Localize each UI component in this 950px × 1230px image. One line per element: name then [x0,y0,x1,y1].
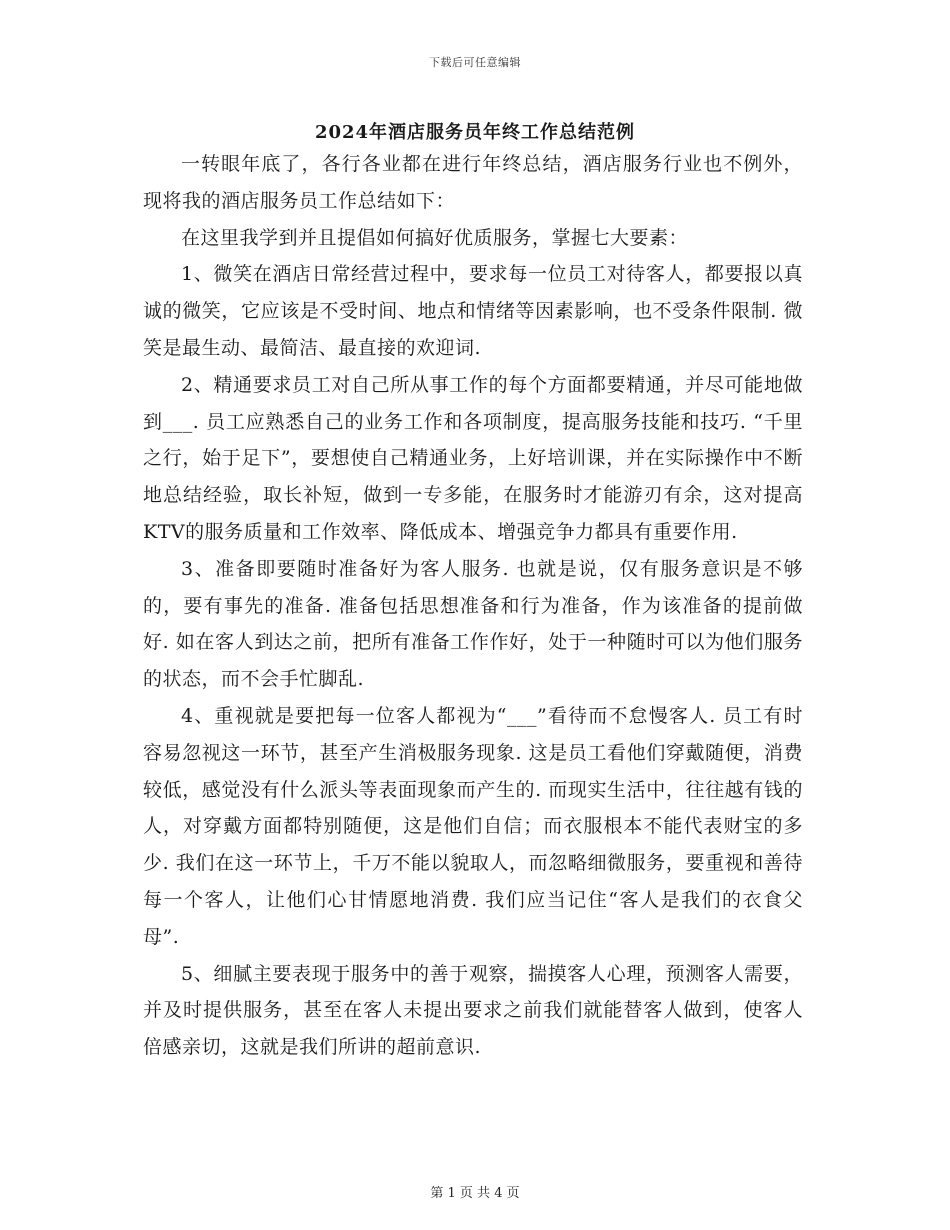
paragraph-proficiency: 2、精通要求员工对自己所从事工作的每个方面都要精通，并尽可能地做到___. 员工应熟悉自己的业务工作和各项制度，提高服务技能和技巧. “千里之行，始于足下”，要想使自己精通业务，上好培训课，并在实际操作中不断地总结经验，取长补短，做到一专多能，在服务时才能游刃有余，这对提高KTV的服务质量和工作效率、降低成本、增强竞争力都具有重要作用. [143,373,803,543]
paragraph-attentiveness: 5、细腻主要表现于服务中的善于观察，揣摸客人心理，预测客人需要，并及时提供服务，甚至在客人未提出要求之前我们就能替客人做到，使客人倍感亲切，这就是我们所讲的超前意识. [143,962,803,1059]
paragraph-preparation: 3、准备即要随时准备好为客人服务. 也就是说，仅有服务意识是不够的，要有事先的准备. 准备包括思想准备和行为准备，作为该准备的提前做好. 如在客人到达之前，把所有准备工作作好，处于一种随时可以为他们服务的状态，而不会手忙脚乱. [143,557,803,691]
page-number: 第 1 页 共 4 页 [430,1186,520,1201]
paragraph-intro: 一转眼年底了，各行各业都在进行年终总结，酒店服务行业也不例外，现将我的酒店服务员工作总结如下： [143,153,803,212]
document-body [143,146,803,1066]
paragraph-seven-elements: 在这里我学到并且提倡如何搞好优质服务，掌握七大要素： [181,226,689,249]
paragraph-smile: 1、微笑在酒店日常经营过程中，要求每一位员工对待客人，都要报以真诚的微笑，它应该是不受时间、地点和情绪等因素影响，也不受条件限制. 微笑是最生动、最简洁、最直接的欢迎词. [143,263,803,359]
paragraph-attention: 4、重视就是要把每一位客人都视为“___”看待而不怠慢客人. 员工有时容易忽视这一环节，甚至产生消极服务现象. 这是员工看他们穿戴随便，消费较低，感觉没有什么派头等表面现象而产生的. 而现实生活中，往往越有钱的人，对穿戴方面都特别随便，这是他们自信；而衣服根本不能代表财宝的多少. 我们在这一环节上，千万不能以貌取人，而忽略细微服务，要重视和善待每一个客人，让他们心甘情愿地消费. 我们应当记住“客人是我们的衣食父母”. [143,704,803,948]
document-title: 2024年酒店服务员年终工作总结范例 [314,122,636,143]
page-header-note: 下载后可任意编辑 [429,56,521,69]
